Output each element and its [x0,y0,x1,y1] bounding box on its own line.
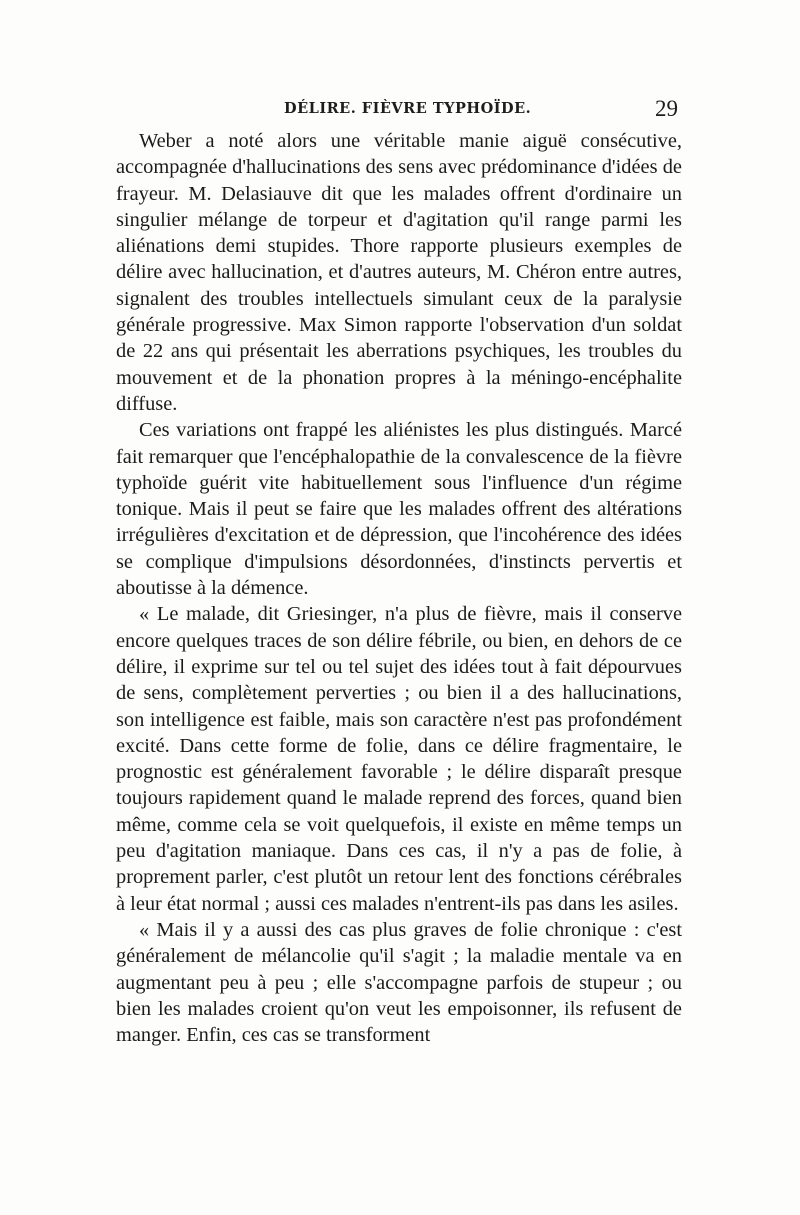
running-head [116,98,678,122]
paragraph-griesinger-quote: « Le malade, dit Griesinger, n'a plus de fièvre, mais il conserve encore quelques traces de son délire fébrile, ou bien, en dehors de ce délire, il exprime sur tel ou tel sujet des idées tout à fait dépourvues de sens, complètement perverties ; ou bien il a des hallucinations, son intelligence est faible, mais son caractère n'est pas profondément excité. Dans cette forme de folie, dans ce délire fragmentaire, le prognostic est généralement favorable ; le délire disparaît presque toujours rapidement quand le malade reprend des forces, quand bien même, comme cela se voit quelquefois, il existe en même temps un peu d'agitation maniaque. Dans ces cas, il n'y a pas de folie, à proprement parler, c'est plutôt un retour lent des fonctions cérébrales à leur état normal ; aussi ces malades n'entrent-ils pas dans les asiles. [116,603,682,915]
paragraph-chronic-cases: « Mais il y a aussi des cas plus graves de folie chronique : c'est généralement de mélancolie qu'il s'agit ; la maladie mentale va en augmentant peu à peu ; elle s'accompagne parfois de stupeur ; ou bien les malades croient qu'on veut les empoisonner, ils refusent de manger. Enfin, ces cas se transforment [116,918,682,1047]
paragraph-variations: Ces variations ont frappé les aliénistes les plus distingués. Marcé fait remarquer que l'encéphalopathie de la convalescence de la fièvre typhoïde guérit vite habituellement sous l'influence d'un régime tonique. Mais il peut se faire que les malades offrent des altérations irrégulières d'excitation et de dépression, que l'incohérence des idées se complique d'impulsions désordonnées, d'instincts pervertis et aboutisse à la démence. [116,419,682,600]
running-title: DÉLIRE. FIÈVRE TYPHOÏDE. [284,100,532,117]
paragraph-weber: Weber a noté alors une véritable manie aiguë consécutive, accompagnée d'hallucinations des sens avec prédominance d'idées de frayeur. M. Delasiauve dit que les malades offrent d'ordinaire un singulier mélange de torpeur et d'agitation qu'il range parmi les aliénations demi stupides. Thore rapporte plusieurs exemples de délire avec hallucination, et d'autres auteurs, M. Chéron entre autres, signalent des troubles intellectuels simulant ceux de la paralysie générale progressive. Max Simon rapporte l'observation d'un soldat de 22 ans qui présentait les aberrations psychiques, les troubles du mouvement et de la phonation propres à la méningo-encéphalite diffuse. [116,130,682,415]
body-text [116,128,682,1048]
page-number: 29 [655,96,678,121]
